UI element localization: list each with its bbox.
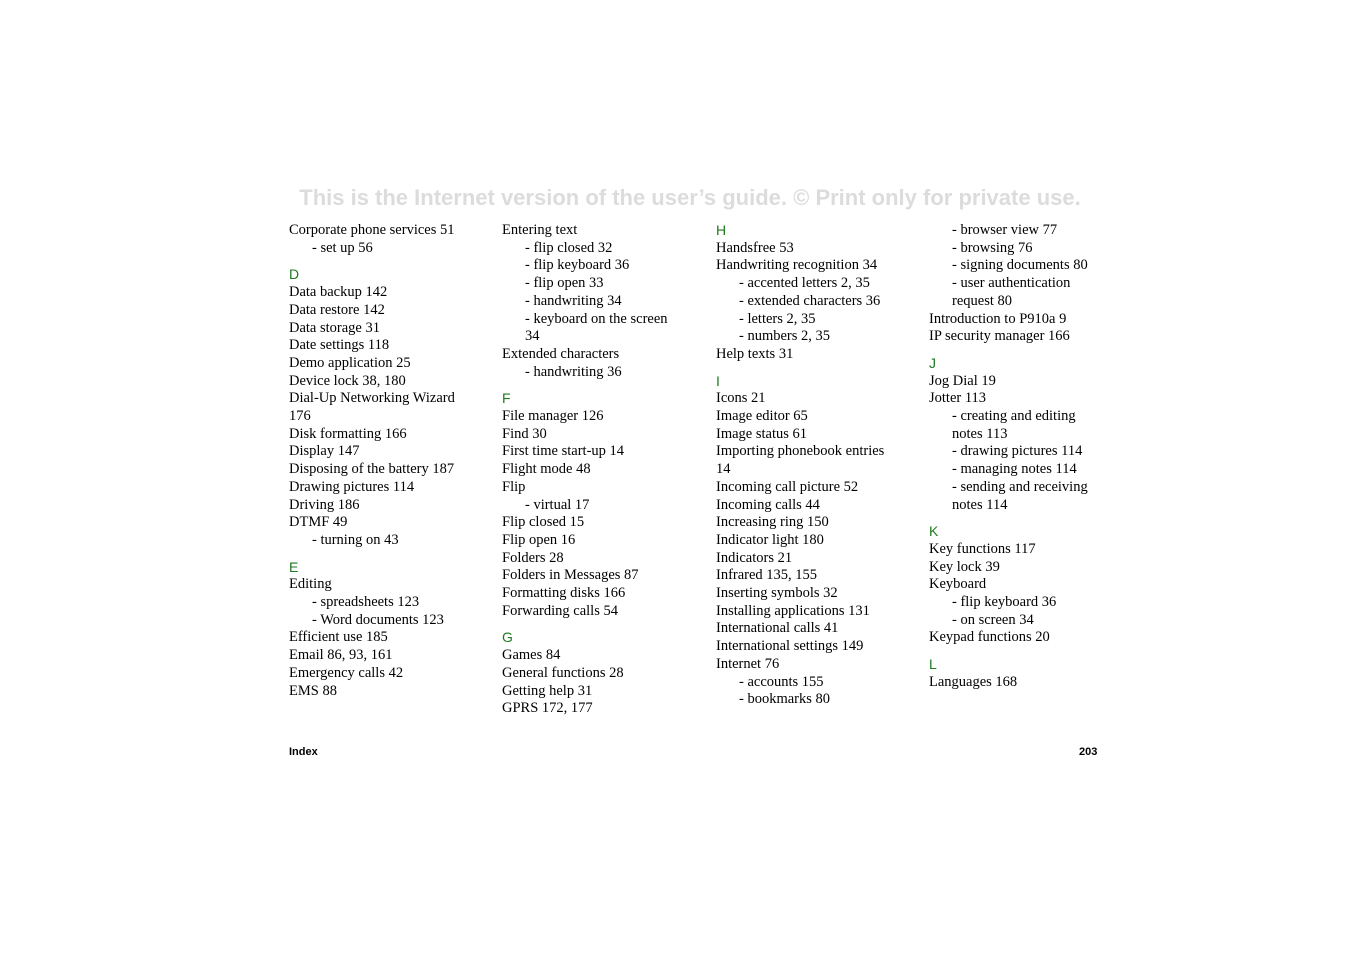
index-entry: IP security manager 166	[929, 328, 1070, 345]
index-subentry: - user authentication	[952, 275, 1071, 292]
index-entry: Incoming calls 44	[716, 496, 820, 513]
index-entry: Flight mode 48	[502, 461, 591, 478]
index-letter-heading: I	[716, 372, 720, 389]
index-entry: Keypad functions 20	[929, 629, 1050, 646]
index-entry: Drawing pictures 114	[289, 478, 415, 495]
index-subentry: - drawing pictures 114	[952, 443, 1083, 460]
footer-page-number: 203	[1079, 746, 1098, 758]
index-subentry: - flip closed 32	[525, 239, 613, 256]
index-subentry: - creating and editing	[952, 408, 1076, 425]
index-letter-heading: J	[929, 354, 936, 371]
index-letter-heading: K	[929, 523, 939, 540]
index-entry: Handsfree 53	[716, 239, 794, 256]
index-entry: Flip	[502, 478, 526, 495]
index-letter-heading: F	[502, 390, 511, 407]
index-entry: Forwarding calls 54	[502, 602, 618, 619]
index-entry: Games 84	[502, 647, 561, 664]
index-entry: Driving 186	[289, 496, 360, 513]
index-subentry: - flip open 33	[525, 275, 604, 292]
index-subentry: - extended characters 36	[739, 292, 881, 309]
index-entry: Data restore 142	[289, 301, 385, 318]
index-entry: First time start-up 14	[502, 443, 625, 460]
index-entry: Increasing ring 150	[716, 514, 829, 531]
index-column-4	[929, 222, 1109, 692]
index-subentry: - handwriting 34	[525, 292, 622, 309]
index-entry: General functions 28	[502, 664, 624, 681]
index-entry: Email 86, 93, 161	[289, 647, 393, 664]
index-subentry: notes 114	[952, 496, 1008, 513]
index-subentry: - letters 2, 35	[739, 310, 816, 327]
index-entry: Folders in Messages 87	[502, 567, 639, 584]
index-entry: 14	[716, 461, 731, 478]
index-entry: Inserting symbols 32	[716, 585, 838, 602]
index-subentry: - virtual 17	[525, 496, 590, 513]
index-entry: GPRS 172, 177	[502, 700, 593, 717]
index-subentry: - accounts 155	[739, 673, 824, 690]
index-subentry: - bookmarks 80	[739, 691, 831, 708]
index-entry: Corporate phone services 51	[289, 222, 455, 238]
index-letter-heading: D	[289, 266, 300, 283]
index-entry: Introduction to P910a 9	[929, 310, 1067, 327]
index-subentry: - set up 56	[312, 239, 373, 256]
index-subentry: - numbers 2, 35	[739, 328, 831, 345]
index-entry: Disposing of the battery 187	[289, 461, 455, 478]
index-entry: Data backup 142	[289, 284, 388, 301]
index-entry: Key functions 117	[929, 540, 1036, 557]
index-subentry: request 80	[952, 292, 1012, 309]
index-subentry: 34	[525, 328, 540, 345]
index-column-2	[502, 222, 682, 718]
index-column-1	[289, 222, 469, 700]
index-entry: Disk formatting 166	[289, 425, 407, 442]
index-entry: Editing	[289, 576, 332, 593]
index-subentry: - flip keyboard 36	[952, 594, 1057, 611]
index-entry: EMS 88	[289, 682, 337, 699]
index-entry: Dial-Up Networking Wizard	[289, 390, 455, 407]
index-subentry: - browsing 76	[952, 239, 1033, 256]
index-entry: Key lock 39	[929, 558, 1000, 575]
index-subentry: - flip keyboard 36	[525, 257, 630, 274]
index-entry: Handwriting recognition 34	[716, 257, 878, 274]
index-entry: Image editor 65	[716, 408, 808, 425]
index-entry: Indicator light 180	[716, 531, 824, 548]
index-entry: Extended characters	[502, 345, 620, 362]
index-entry: Date settings 118	[289, 337, 390, 354]
index-column-3	[716, 222, 896, 709]
index-letter-heading: E	[289, 558, 299, 575]
index-entry: International settings 149	[716, 638, 864, 655]
index-entry: 176	[289, 408, 311, 425]
index-entry: Indicators 21	[716, 549, 793, 566]
index-entry: Flip open 16	[502, 531, 576, 548]
index-subentry: - handwriting 36	[525, 363, 622, 380]
index-entry: Emergency calls 42	[289, 664, 404, 681]
index-entry: Installing applications 131	[716, 602, 870, 619]
index-entry: Demo application 25	[289, 354, 411, 371]
index-entry: File manager 126	[502, 408, 604, 425]
index-entry: Infrared 135, 155	[716, 567, 818, 584]
index-entry: Importing phonebook entries	[716, 443, 885, 460]
index-letter-heading: H	[716, 222, 727, 238]
index-entry: Efficient use 185	[289, 629, 388, 646]
index-entry: Folders 28	[502, 549, 564, 566]
index-entry: Formatting disks 166	[502, 585, 626, 602]
index-entry: Device lock 38, 180	[289, 372, 406, 389]
index-subentry: - accented letters 2, 35	[739, 275, 870, 292]
index-subentry: - turning on 43	[312, 531, 399, 548]
index-subentry: - keyboard on the screen	[525, 310, 668, 327]
index-subentry: - Word documents 123	[312, 611, 444, 628]
index-entry: Jotter 113	[929, 390, 987, 407]
index-entry: Keyboard	[929, 576, 987, 593]
index-entry: Getting help 31	[502, 682, 593, 699]
watermark-text: This is the Internet version of the user’s guide. © Print only for private use.	[299, 185, 1081, 210]
index-entry: Jog Dial 19	[929, 372, 996, 389]
index-letter-heading: L	[929, 656, 937, 673]
index-subentry: - managing notes 114	[952, 461, 1077, 478]
index-entry: Flip closed 15	[502, 514, 585, 531]
index-letter-heading: G	[502, 629, 513, 646]
index-entry: Internet 76	[716, 655, 780, 672]
index-subentry: - sending and receiving	[952, 478, 1088, 495]
footer-section-title: Index	[289, 746, 318, 758]
index-entry: Languages 168	[929, 673, 1018, 690]
index-entry: Display 147	[289, 443, 360, 460]
index-entry: Help texts 31	[716, 345, 794, 362]
index-entry: International calls 41	[716, 620, 839, 637]
index-entry: Icons 21	[716, 390, 766, 407]
index-subentry: - spreadsheets 123	[312, 594, 420, 611]
index-entry: Incoming call picture 52	[716, 478, 859, 495]
index-entry: Data storage 31	[289, 319, 380, 336]
index-subentry: - on screen 34	[952, 611, 1034, 628]
index-subentry: notes 113	[952, 425, 1008, 442]
index-entry: Entering text	[502, 222, 578, 238]
index-subentry: - signing documents 80	[952, 257, 1088, 274]
index-entry: DTMF 49	[289, 514, 348, 531]
index-subentry: - browser view 77	[952, 222, 1058, 238]
index-entry: Image status 61	[716, 425, 808, 442]
index-entry: Find 30	[502, 425, 547, 442]
